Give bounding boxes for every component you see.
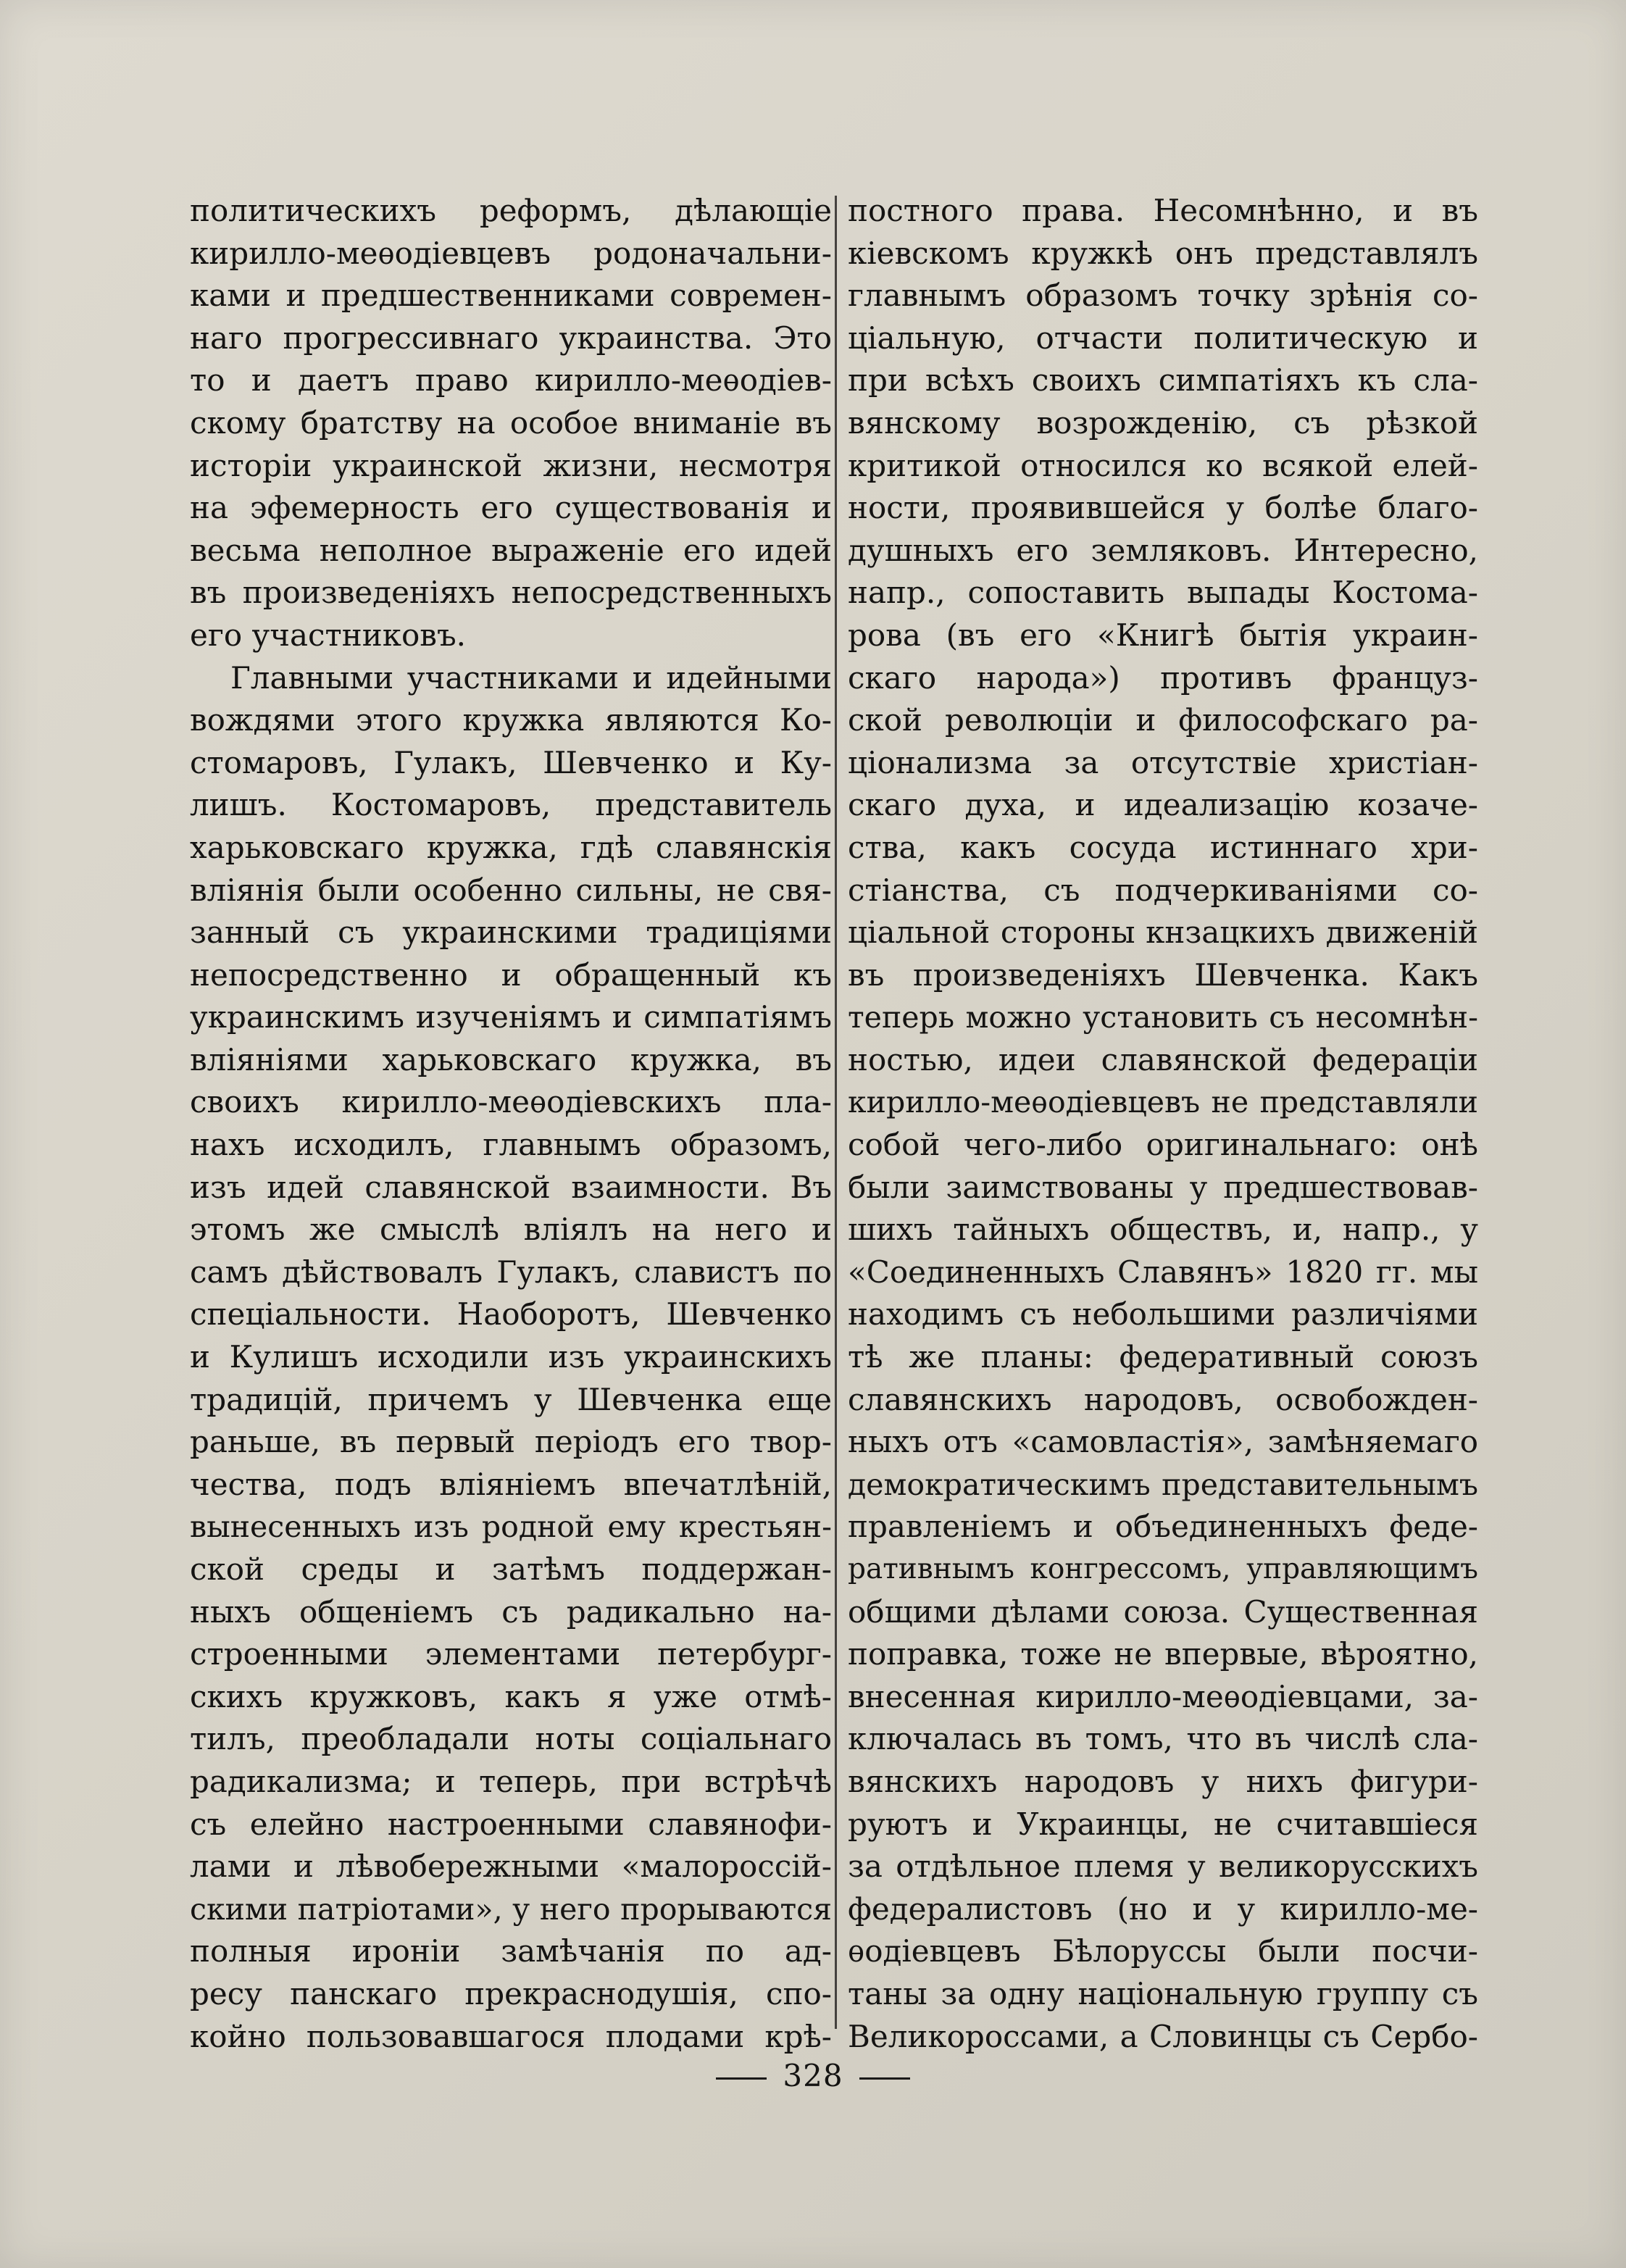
text-line: ративнымъ конгрессомъ, управляющимъ [848, 1553, 1478, 1585]
right-text-column [848, 190, 1478, 2058]
text-line: скими патріотами», у него прорываются [190, 1891, 832, 1927]
text-line: рова (въ его «Книгѣ бытія украин- [848, 617, 1478, 653]
text-line: были заимствованы у предшествовав- [848, 1169, 1478, 1205]
text-line: душныхъ его земляковъ. Интересно, [848, 532, 1478, 568]
text-line: стіанства, съ подчеркиваніями со- [848, 872, 1478, 908]
text-line: харьковскаго кружка, гдѣ славянскія [190, 829, 832, 865]
text-line: ства, какъ сосуда истиннаго хри- [848, 829, 1478, 865]
text-line: изъ идей славянской взаимности. Въ [190, 1169, 832, 1205]
text-line: собой чего-либо оригинальнаго: онѣ [848, 1127, 1478, 1163]
text-line: ціальной стороны кнзацкихъ движеній [848, 914, 1478, 951]
text-line: ресу панскаго прекраснодушія, спо- [190, 1975, 832, 2011]
text-line: тилъ, преобладали ноты соціальнаго [190, 1721, 832, 1757]
text-line: исторіи украинской жизни, несмотря [190, 447, 832, 483]
text-line: ности, проявившейся у болѣе благо- [848, 490, 1478, 526]
text-line: шихъ тайныхъ обществъ, и, напр., у [848, 1212, 1478, 1248]
text-line: спеціальности. Наоборотъ, Шевченко [190, 1296, 832, 1333]
text-line: ключалась въ томъ, что въ числѣ сла- [848, 1721, 1478, 1757]
text-line: стомаровъ, Гулакъ, Шевченко и Ку- [190, 744, 832, 780]
text-line: самъ дѣйствовалъ Гулакъ, славистъ по [190, 1254, 832, 1290]
text-line: напр., сопоставить выпады Костома- [848, 575, 1478, 611]
text-line: этомъ же смыслѣ вліялъ на него и [190, 1212, 832, 1248]
page-number-value: 328 [783, 2058, 843, 2093]
text-line: демократическимъ представительнымъ [848, 1467, 1478, 1502]
text-line: вождями этого кружка являются Ко- [190, 702, 832, 738]
text-line: ностью, идеи славянской федераціи [848, 1041, 1478, 1077]
text-line: вынесенныхъ изъ родной ему крестьян- [190, 1509, 832, 1545]
text-line: и Кулишъ исходили изъ украинскихъ [190, 1339, 832, 1375]
text-line: съ елейно настроенными славянофи- [190, 1806, 832, 1842]
text-line: правленіемъ и объединенныхъ феде- [848, 1509, 1478, 1545]
page-number-right-dash [859, 2077, 910, 2080]
text-line: ѳодіевцевъ Бѣлоруссы были посчи- [848, 1933, 1478, 1969]
text-line: нахъ исходилъ, главнымъ образомъ, [190, 1127, 832, 1163]
text-line: лами и лѣвобережными «малороссій- [190, 1848, 832, 1885]
text-line: вянскому возрожденію, съ рѣзкой [848, 404, 1478, 441]
text-line: теперь можно установить съ несомнѣн- [848, 1000, 1478, 1035]
text-line: вліяніями харьковскаго кружка, въ [190, 1041, 832, 1077]
paragraph-3 [848, 190, 1478, 2058]
text-line: славянскихъ народовъ, освобожден- [848, 1381, 1478, 1417]
text-line: главнымъ образомъ точку зрѣнія со- [848, 278, 1478, 314]
text-line: скаго народа») противъ француз- [848, 659, 1478, 696]
text-line: «Соединенныхъ Славянъ» 1820 гг. мы [848, 1254, 1478, 1290]
text-line: въ произведеніяхъ непосредственныхъ [190, 575, 832, 611]
text-line: внесенная кирилло-меѳодіевцами, за- [848, 1678, 1478, 1714]
text-line: общими дѣлами союза. Существенная [848, 1593, 1478, 1630]
text-line: на эфемерность его существованія и [190, 490, 832, 526]
column-divider-rule [835, 196, 837, 2029]
text-line: вянскихъ народовъ у нихъ фигури- [848, 1763, 1478, 1799]
page-number [0, 2058, 1626, 2093]
text-line: украинскимъ изученіямъ и симпатіямъ [190, 999, 832, 1035]
text-line: за отдѣльное племя у великорусскихъ [848, 1848, 1478, 1885]
text-line: своихъ кирилло-меѳодіевскихъ пла- [190, 1084, 832, 1120]
text-line: строенными элементами петербург- [190, 1636, 832, 1672]
text-line: тѣ же планы: федеративный союзъ [848, 1339, 1478, 1375]
text-line: непосредственно и обращенный къ [190, 956, 832, 993]
text-line: въ произведеніяхъ Шевченка. Какъ [848, 956, 1478, 993]
text-line: чества, подъ вліяніемъ впечатлѣній, [190, 1466, 832, 1502]
paragraph-2 [190, 657, 832, 2059]
text-line: занный съ украинскими традиціями [190, 914, 832, 951]
text-line: постного права. Несомнѣнно, и въ [848, 193, 1478, 228]
text-line: критикой относился ко всякой елей- [848, 447, 1478, 483]
text-line: скому братству на особое вниманіе въ [190, 404, 832, 441]
text-line: ками и предшественниками современ- [190, 278, 832, 314]
text-line: раньше, въ первый періодъ его твор- [190, 1424, 832, 1460]
text-line: поправка, тоже не впервые, вѣроятно, [848, 1636, 1478, 1672]
text-line: лишъ. Костомаровъ, представитель [190, 787, 832, 823]
text-line: таны за одну національную группу съ [848, 1975, 1478, 2011]
text-line: руютъ и Украинцы, не считавшіеся [848, 1806, 1478, 1842]
text-line: политическихъ реформъ, дѣлающіе [190, 193, 832, 228]
page-number-left-dash [716, 2077, 767, 2080]
text-line: ціонализма за отсутствіе христіан- [848, 744, 1478, 780]
text-line: ныхъ отъ «самовластія», замѣняемаго [848, 1424, 1478, 1460]
text-line: весьма неполное выраженіе его идей [190, 532, 832, 568]
text-line: койно пользовавшагося плодами крѣ- [190, 2018, 832, 2054]
text-line: скихъ кружковъ, какъ я уже отмѣ- [190, 1678, 832, 1714]
text-line: наго прогрессивнаго украинства. Это [190, 320, 832, 356]
text-line: кирилло-меѳодіевцевъ родоначальни- [190, 235, 832, 271]
text-line: кіевскомъ кружкѣ онъ представлялъ [848, 235, 1478, 271]
text-line: ныхъ общеніемъ съ радикально на- [190, 1593, 832, 1630]
text-line: федералистовъ (но и у кирилло-ме- [848, 1890, 1478, 1927]
text-line: вліянія были особенно сильны, не свя- [190, 872, 832, 908]
text-line: Великороссами, а Словинцы съ Сербо- [848, 2018, 1478, 2054]
text-line: находимъ съ небольшими различіями [848, 1296, 1478, 1333]
text-line: радикализма; и теперь, при встрѣчѣ [190, 1763, 832, 1799]
text-line: традицій, причемъ у Шевченка еще [190, 1381, 832, 1417]
paragraph-1 [190, 190, 832, 657]
left-text-column [190, 190, 832, 2058]
text-line: то и даетъ право кирилло-меѳодіев- [190, 362, 832, 399]
text-line: скаго духа, и идеализацію козаче- [848, 787, 1478, 823]
text-line: при всѣхъ своихъ симпатіяхъ къ сла- [848, 362, 1478, 399]
text-line: ціальную, отчасти политическую и [848, 320, 1478, 356]
text-line: кирилло-меѳодіевцевъ не представляли [848, 1085, 1478, 1120]
text-line: ской революціи и философскаго ра- [848, 702, 1478, 738]
text-line: ской среды и затѣмъ поддержан- [190, 1551, 832, 1587]
text-line: полныя ироніи замѣчанія по ад- [190, 1933, 832, 1969]
text-line: Главными участниками и идейными [230, 659, 832, 696]
text-line: его участниковъ. [190, 617, 467, 653]
